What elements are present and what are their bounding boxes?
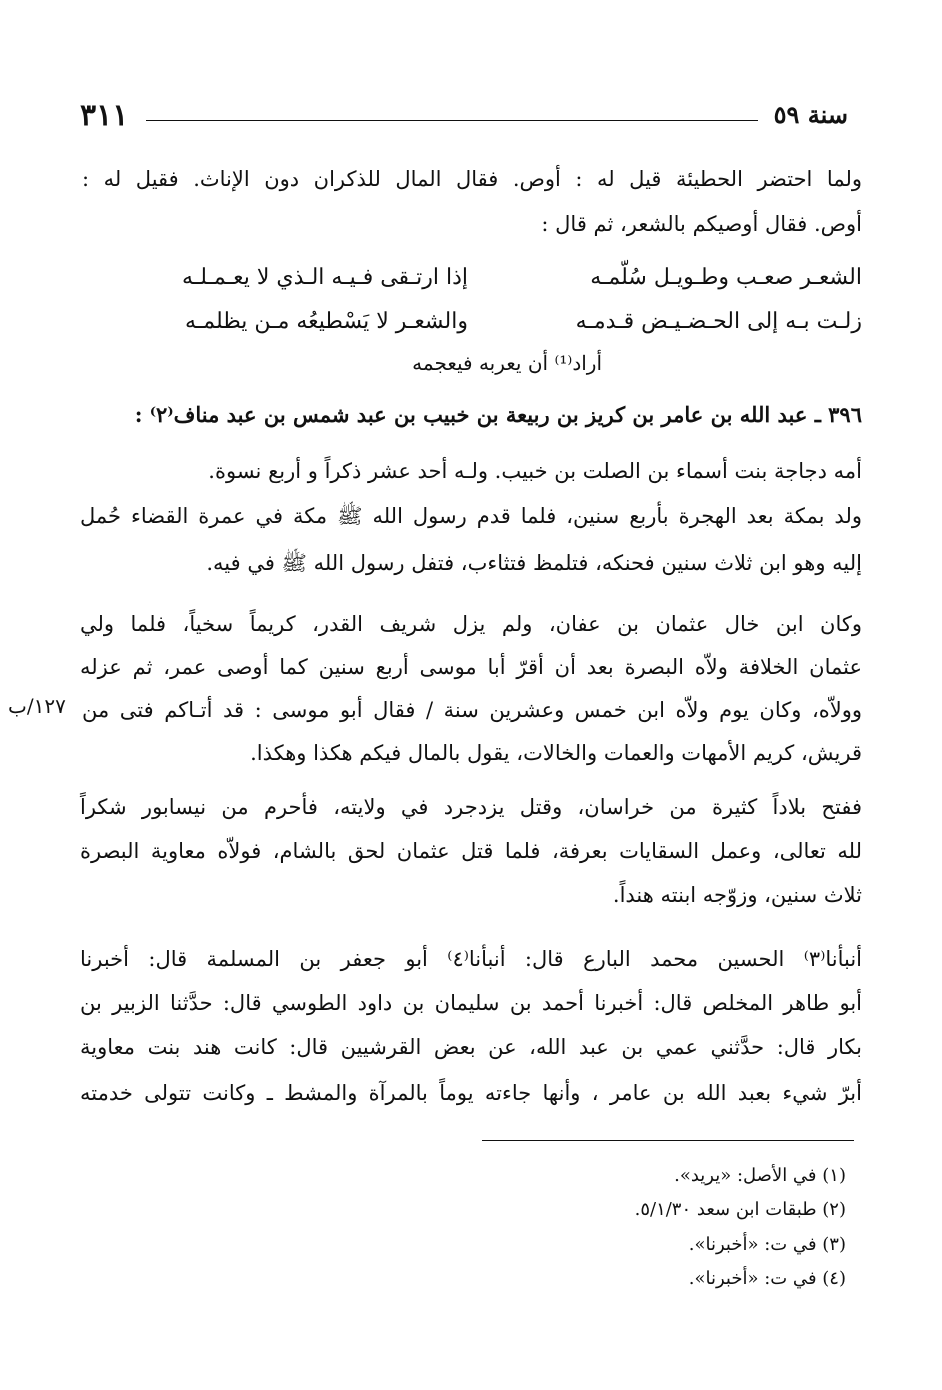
margin-folio-note: ١٢٧/ب [8,694,66,718]
header-rule [146,120,758,121]
entry-heading: ٣٩٦ ـ عبد الله بن عامر بن كريز بن ربيعة بن خبيب بن عبد شمس بن عبد مناف⁽٢⁾ : [134,402,862,427]
poem-hemistich: إذا ارتـقى فـيـه الـذي لا يعـمـلـه [181,265,468,290]
poem-hemistich: والشعـر لا يَسْطيعُه مـن يظلمـه [184,309,468,334]
text-line: إليه وهو ابن ثلاث سنين فحنكه، فتلمظ فتثاءب، فتفل رسول الله ﷺ في فيه. [206,551,862,575]
poem-hemistich: زلـت بـه إلى الحـضـيـض قـدمـه [575,309,862,334]
text-line: أمه دجاجة بنت أسماء بن الصلت بن خبيب. ولـه أحد عشر ذكراً و أربع نسوة. [208,459,862,483]
poem-hemistich: الشعـر صعـب وطـويـل سُلّمـه [590,265,862,290]
text-line: لله تعالى، وعمل السقايات بعرفة، فلما قتل عثمان لحق بالشام، فولاّه معاوية البصرة [80,839,862,863]
footnote: (١) في الأصل: «يريد». [674,1165,846,1186]
footnote: (٣) في ت: «أخبرنا». [688,1234,846,1255]
poem-hemistich: أراد⁽¹⁾ أن يعربه فيعجمه [412,351,602,375]
text-line: ثلاث سنين، وزوّجه ابنته هنداً. [612,883,862,907]
footnote: (٢) طبقات ابن سعد ٥/١/٣٠. [634,1199,846,1220]
text-line: أوص. فقال أوصيكم بالشعر، ثم قال : [541,212,862,236]
running-title: سنة ٥٩ [773,100,848,129]
text-line: وولاّه، وكان يوم ولاّه ابن خمس وعشرين سنة / فقال أبو موسى : قد أتـاكم فتى من [82,698,862,722]
text-line: قريش، كريم الأمهات والعمات والخالات، يقول بالمال فيكم هكذا وهكذا. [250,741,862,765]
text-line: بكار قال: حدَّثني عمي بن عبد الله، عن بعض القرشيين قال: كانت هند بنت معاوية [80,1035,862,1059]
text-line: وكان ابن خال عثمان بن عفان، ولم يزل شريف القدر، كريماً سخياً، فلما ولي [80,612,862,636]
text-line: أنبأنا⁽٣⁾ الحسين محمد البارع قال: أنبأنا⁽٤⁾ أبو جعفر بن المسلمة قال: أخبرنا [80,947,863,971]
text-line: ولما احتضر الحطيئة قيل له : أوص. فقال المال للذكران دون الإناث. فقيل له : [82,167,862,191]
footnote-rule [482,1140,854,1141]
text-line: ففتح بلاداً كثيرة من خراسان، وقتل يزدجرد في ولايته، فأحرم من نيسابور شكراً [80,795,862,819]
page-number: ٣١١ [80,98,129,133]
text-line: أبرّ شيء بعبد الله بن عامر ، وأنها جاءته يوماً بالمرآة والمشط ـ وكانت تتولى خدمته [80,1081,862,1105]
text-line: أبو طاهر المخلص قال: أخبرنا أحمد بن سليمان بن داود الطوسي قال: حدَّثنا الزبير بن [80,991,862,1015]
text-line: عثمان الخلافة ولاّه البصرة بعد أن أقرّ أبا موسى أربع سنين كما أوصى عمر، ثم عزله [80,655,862,679]
footnote: (٤) في ت: «أخبرنا». [688,1268,846,1289]
text-line: ولد بمكة بعد الهجرة بأربع سنين، فلما قدم رسول الله ﷺ مكة في عمرة القضاء حُمل [80,504,862,528]
page-header [80,98,848,138]
